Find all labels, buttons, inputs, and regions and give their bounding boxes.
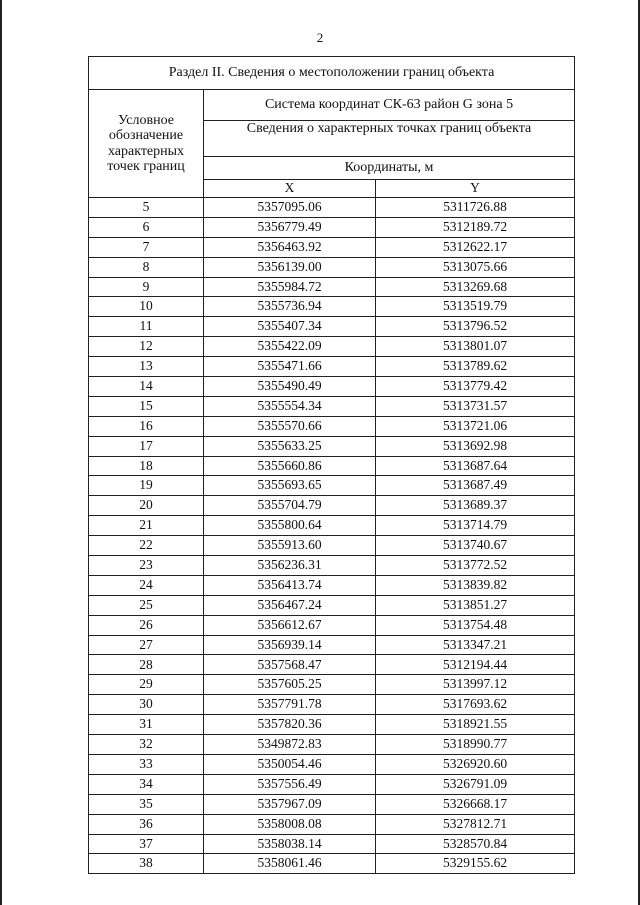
point-number-cell: 31	[89, 715, 204, 735]
point-number-cell: 10	[89, 297, 204, 317]
y-coordinate-cell: 5313772.52	[376, 556, 575, 576]
coordinate-system: Система координат СК-63 район G зона 5	[204, 90, 575, 121]
point-number-cell: 38	[89, 854, 204, 874]
x-coordinate-cell: 5355407.34	[204, 317, 376, 337]
y-coordinate-cell: 5313997.12	[376, 675, 575, 695]
point-number-cell: 15	[89, 396, 204, 416]
x-coordinate-cell: 5356779.49	[204, 217, 376, 237]
point-number-cell: 20	[89, 496, 204, 516]
y-coordinate-cell: 5313789.62	[376, 357, 575, 377]
table-row	[89, 635, 575, 655]
point-number-cell: 6	[89, 217, 204, 237]
point-number-cell: 13	[89, 357, 204, 377]
table-row	[89, 317, 575, 337]
label-header-line: характерных	[107, 143, 185, 159]
y-coordinate-cell: 5313347.21	[376, 635, 575, 655]
x-coordinate-cell: 5355422.09	[204, 337, 376, 357]
point-number-cell: 32	[89, 735, 204, 755]
point-number-cell: 12	[89, 337, 204, 357]
y-coordinate-cell: 5313687.49	[376, 476, 575, 496]
point-number-cell: 29	[89, 675, 204, 695]
point-number-cell: 36	[89, 814, 204, 834]
x-coordinate-cell: 5356413.74	[204, 575, 376, 595]
x-coordinate-cell: 5358061.46	[204, 854, 376, 874]
table-row	[89, 695, 575, 715]
x-coordinate-cell: 5349872.83	[204, 735, 376, 755]
point-number-cell: 9	[89, 277, 204, 297]
y-coordinate-cell: 5313269.68	[376, 277, 575, 297]
x-coordinate-cell: 5356236.31	[204, 556, 376, 576]
point-number-cell: 35	[89, 794, 204, 814]
x-coordinate-cell: 5355704.79	[204, 496, 376, 516]
y-coordinate-cell: 5326920.60	[376, 754, 575, 774]
points-info: Сведения о характерных точках границ объекта	[204, 121, 575, 157]
y-coordinate-cell: 5326791.09	[376, 774, 575, 794]
x-coordinate-cell: 5355554.34	[204, 396, 376, 416]
table-row	[89, 754, 575, 774]
point-number-cell: 22	[89, 536, 204, 556]
y-coordinate-cell: 5327812.71	[376, 814, 575, 834]
point-number-cell: 19	[89, 476, 204, 496]
point-number-cell: 25	[89, 595, 204, 615]
label-header-line: точек границ	[107, 158, 185, 174]
table-row	[89, 536, 575, 556]
table-row	[89, 377, 575, 397]
y-coordinate-cell: 5313796.52	[376, 317, 575, 337]
point-number-cell: 30	[89, 695, 204, 715]
table-row	[89, 237, 575, 257]
table-row	[89, 516, 575, 536]
y-coordinate-cell: 5313692.98	[376, 436, 575, 456]
point-number-cell: 11	[89, 317, 204, 337]
x-coordinate-cell: 5357820.36	[204, 715, 376, 735]
x-coordinate-cell: 5358008.08	[204, 814, 376, 834]
point-number-cell: 33	[89, 754, 204, 774]
label-header-line: Условное	[118, 112, 174, 128]
point-number-cell: 37	[89, 834, 204, 854]
x-coordinate-cell: 5357791.78	[204, 695, 376, 715]
point-number-cell: 34	[89, 774, 204, 794]
y-coordinate-cell: 5311726.88	[376, 198, 575, 218]
point-number-cell: 28	[89, 655, 204, 675]
table-row	[89, 774, 575, 794]
y-coordinate-cell: 5313519.79	[376, 297, 575, 317]
point-number-cell: 21	[89, 516, 204, 536]
point-number-cell: 26	[89, 615, 204, 635]
point-number-cell: 14	[89, 377, 204, 397]
y-coordinate-cell: 5313851.27	[376, 595, 575, 615]
point-number-cell: 18	[89, 456, 204, 476]
table-row	[89, 476, 575, 496]
y-coordinate-cell: 5313075.66	[376, 257, 575, 277]
x-coordinate-cell: 5355660.86	[204, 456, 376, 476]
y-coordinate-cell: 5318990.77	[376, 735, 575, 755]
point-number-cell: 16	[89, 416, 204, 436]
y-coordinate-cell: 5317693.62	[376, 695, 575, 715]
table-row	[89, 337, 575, 357]
x-coordinate-cell: 5356467.24	[204, 595, 376, 615]
point-number-cell: 27	[89, 635, 204, 655]
x-coordinate-cell: 5355913.60	[204, 536, 376, 556]
table-row	[89, 357, 575, 377]
table-row	[89, 735, 575, 755]
x-coordinate-cell: 5355693.65	[204, 476, 376, 496]
x-coordinate-cell: 5357556.49	[204, 774, 376, 794]
x-coordinate-cell: 5356612.67	[204, 615, 376, 635]
table-row	[89, 198, 575, 218]
y-coordinate-cell: 5313754.48	[376, 615, 575, 635]
table-row	[89, 854, 575, 874]
y-coordinate-cell: 5313740.67	[376, 536, 575, 556]
page-number: 2	[316, 30, 324, 45]
point-number-cell: 8	[89, 257, 204, 277]
table-row	[89, 715, 575, 735]
y-coordinate-cell: 5312189.72	[376, 217, 575, 237]
x-coordinate-cell: 5355490.49	[204, 377, 376, 397]
x-coordinate-cell: 5356139.00	[204, 257, 376, 277]
y-coordinate-cell: 5328570.84	[376, 834, 575, 854]
section-title: Раздел II. Сведения о местоположении границ объекта	[89, 57, 575, 90]
table-row	[89, 297, 575, 317]
table-row	[89, 436, 575, 456]
x-coordinate-cell: 5355471.66	[204, 357, 376, 377]
point-number-cell: 23	[89, 556, 204, 576]
y-coordinate-cell: 5312194.44	[376, 655, 575, 675]
y-coordinate-cell: 5313779.42	[376, 377, 575, 397]
point-number-cell: 24	[89, 575, 204, 595]
x-coordinate-cell: 5355736.94	[204, 297, 376, 317]
coordinates-table	[88, 56, 575, 874]
point-number-cell: 5	[89, 198, 204, 218]
table-row	[89, 217, 575, 237]
x-coordinate-cell: 5355633.25	[204, 436, 376, 456]
x-column-header: X	[204, 180, 376, 198]
point-number-cell: 7	[89, 237, 204, 257]
table-row	[89, 834, 575, 854]
table-row	[89, 814, 575, 834]
coordinates-units: Координаты, м	[204, 157, 575, 180]
point-number-cell: 17	[89, 436, 204, 456]
table-row	[89, 556, 575, 576]
x-coordinate-cell: 5355570.66	[204, 416, 376, 436]
y-coordinate-cell: 5313689.37	[376, 496, 575, 516]
x-coordinate-cell: 5358038.14	[204, 834, 376, 854]
x-coordinate-cell: 5357605.25	[204, 675, 376, 695]
y-coordinate-cell: 5313731.57	[376, 396, 575, 416]
table-row	[89, 575, 575, 595]
table-row	[89, 595, 575, 615]
label-header-line: обозначение	[108, 128, 184, 144]
y-coordinate-cell: 5313687.64	[376, 456, 575, 476]
y-coordinate-cell: 5313714.79	[376, 516, 575, 536]
x-coordinate-cell: 5350054.46	[204, 754, 376, 774]
table-row	[89, 416, 575, 436]
table-row	[89, 257, 575, 277]
x-coordinate-cell: 5357568.47	[204, 655, 376, 675]
table-row	[89, 456, 575, 476]
y-coordinate-cell: 5313801.07	[376, 337, 575, 357]
table-row	[89, 675, 575, 695]
x-coordinate-cell: 5355984.72	[204, 277, 376, 297]
table-row	[89, 277, 575, 297]
y-coordinate-cell: 5329155.62	[376, 854, 575, 874]
x-coordinate-cell: 5357967.09	[204, 794, 376, 814]
point-label-header	[89, 90, 204, 198]
scan-edge-left	[0, 0, 2, 905]
table-row	[89, 655, 575, 675]
table-row	[89, 496, 575, 516]
table-row	[89, 396, 575, 416]
y-column-header: Y	[376, 180, 575, 198]
x-coordinate-cell: 5356463.92	[204, 237, 376, 257]
x-coordinate-cell: 5356939.14	[204, 635, 376, 655]
y-coordinate-cell: 5326668.17	[376, 794, 575, 814]
x-coordinate-cell: 5357095.06	[204, 198, 376, 218]
y-coordinate-cell: 5313839.82	[376, 575, 575, 595]
x-coordinate-cell: 5355800.64	[204, 516, 376, 536]
table-row	[89, 615, 575, 635]
table-row	[89, 794, 575, 814]
y-coordinate-cell: 5312622.17	[376, 237, 575, 257]
y-coordinate-cell: 5313721.06	[376, 416, 575, 436]
y-coordinate-cell: 5318921.55	[376, 715, 575, 735]
